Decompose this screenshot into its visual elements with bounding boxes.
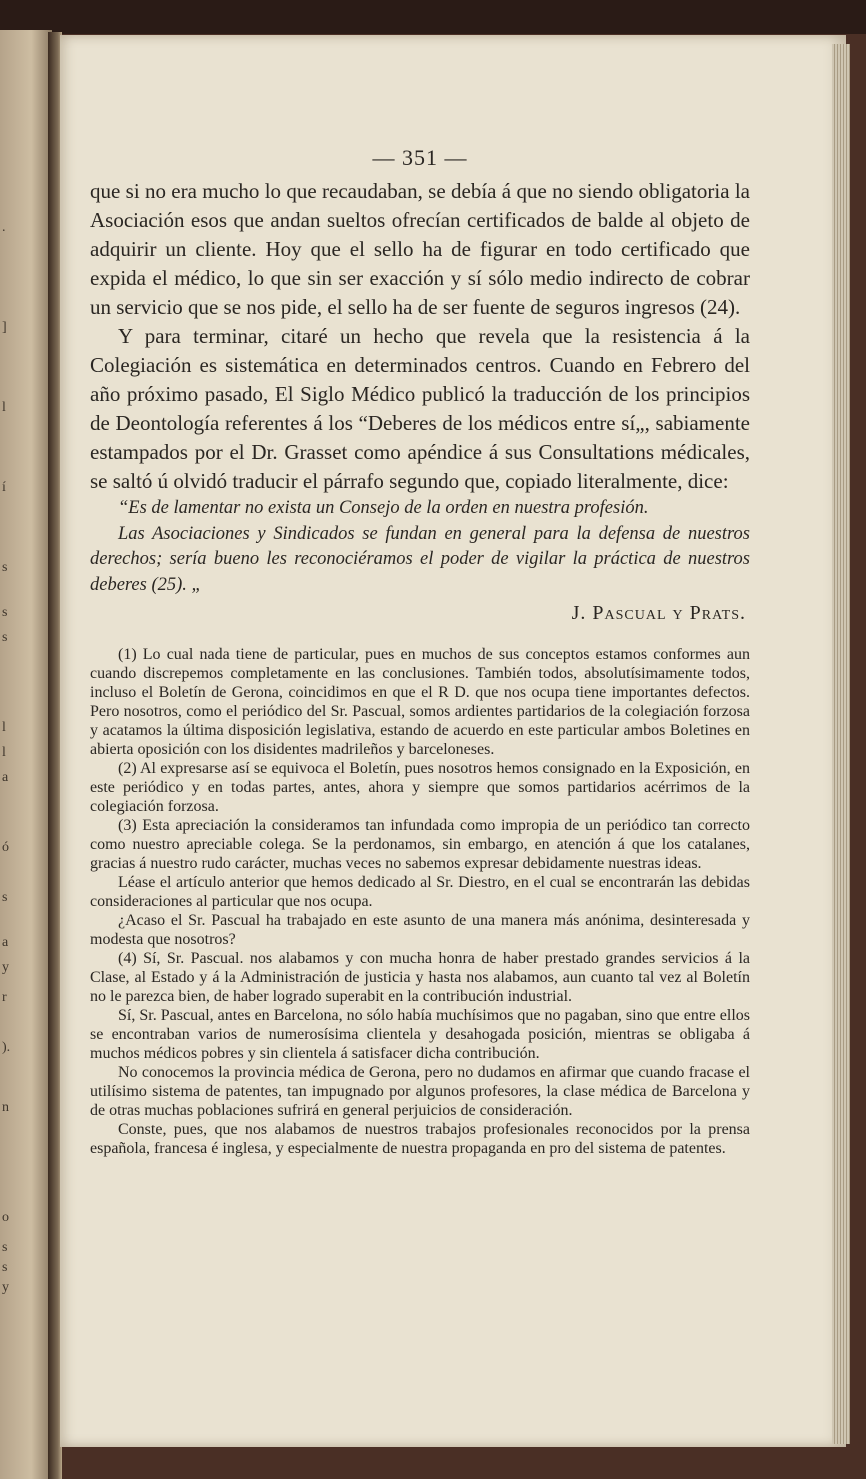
footnote: Conste, pues, que nos alabamos de nuestros trabajos profesionales reconocidos por la prensa española, francesa é inglesa, y especialmente de nuestra propaganda en pro del sistema de patentes.: [90, 1121, 750, 1157]
page-number: — 351 —: [372, 145, 468, 170]
footnote: (1) Lo cual nada tiene de particular, pues en muchos de sus conceptos estamos conformes aun cuando discrepemos completamente en las conclusiones. También todos, absolutísimamente todos, incluso el Boletín de Gerona, coincidimos en que el R D. que nos ocupa tiene importantes defectos. Pero nosotros, como el periódico del Sr. Pascual, somos ardientes partidarios de la colegiación forzosa y acatamos la última disposición legislativa, estando de acuerdo en este particular ambos Boletines en abierta oposición con los disidentes madrileños y barceloneses.: [90, 646, 750, 758]
page-content: [90, 145, 750, 1158]
author-signature: J. Pascual y Prats.: [571, 602, 746, 624]
footnote: (3) Esta apreciación la consideramos tan infundada como impropia de un periódico tan correcto como nuestro apreciable colega. Se la perdonamos, sin embargo, en atención á que los catalanes, gracias á nuestro rudo carácter, muchas veces no sabemos expresar debidamente nuestras ideas.: [90, 817, 750, 872]
footnote: Sí, Sr. Pascual, antes en Barcelona, no sólo había muchísimos que no pagaban, sino que entre ellos se encontraban varios de numerosísima clientela y desahogada posición, mientras se obligaba á muchos médicos pobres y sin clientela á satisfacer dicha contribución.: [90, 1007, 750, 1062]
page-stack-edge: [832, 44, 850, 1444]
quote-paragraph: Las Asociaciones y Sindicados se fundan en general para la defensa de nuestros derechos; sería bueno les reconociéramos el poder de vigilar la práctica de nuestros deberes (25). „: [90, 523, 750, 595]
book-page: [60, 35, 846, 1447]
body-paragraph: que si no era mucho lo que recaudaban, se debía á que no siendo obligatoria la Asociación esos que andan sueltos ofrecían certificados de balde al objeto de adquirir un cliente. Hoy que el sello ha de figurar en todo certificado que expida el médico, lo que sin ser exacción y sí sólo medio indirecto de cobrar un servicio que se nos pide, el sello ha de ser fuente de seguros ingresos (24).: [90, 179, 750, 319]
footnote: (2) Al expresarse así se equivoca el Boletín, pues nosotros hemos consignado en la Exposición, en este periódico y en todas partes, antes, ahora y siempre que somos partidarios acérrimos de la colegiación forzosa.: [90, 760, 750, 815]
adjacent-page-marks: . ] l í s s s l l a ó s a y r ). n o s s y: [2, 220, 11, 1295]
quote-paragraph: “Es de lamentar no exista un Consejo de la orden en nuestra profesión.: [118, 498, 649, 518]
footnote: ¿Acaso el Sr. Pascual ha trabajado en este asunto de una manera más anónima, desinteresada y modesta que nosotros?: [90, 912, 750, 948]
scan-top-border: [0, 0, 866, 34]
footnote: No conocemos la provincia médica de Gerona, pero no dudamos en afirmar que cuando fracase el utilísimo sistema de patentes, tan impugnado por algunos profesores, la clase médica de Barcelona y de otras muchas poblaciones sufrirá en general perjuicios de consideración.: [90, 1064, 750, 1119]
body-paragraph: Y para terminar, citaré un hecho que revela que la resistencia á la Colegiación es sistemática en determinados centros. Cuando en Febrero del año próximo pasado, El Siglo Médico publicó la traducción de los principios de Deontología referentes á los “Deberes de los médicos entre sí„, sabiamente estampados por el Dr. Grasset como apéndice á sus Consultations médicales, se saltó ú olvidó traducir el párrafo segundo que, copiado literalmente, dice:: [90, 324, 750, 493]
footnote: Léase el artículo anterior que hemos dedicado al Sr. Diestro, en el cual se encontrarán las debidas consideraciones al particular que nos ocupa.: [90, 874, 750, 910]
footnote: (4) Sí, Sr. Pascual. nos alabamos y con mucha honra de haber prestado grandes servicios á la Clase, al Estado y á la Administración de justicia y hasta nos alabamos, aun cuanto tal vez al Boletín no le parezca bien, de haber logrado superabit en la contribución industrial.: [90, 950, 750, 1005]
adjacent-page-edge: [0, 30, 52, 1479]
